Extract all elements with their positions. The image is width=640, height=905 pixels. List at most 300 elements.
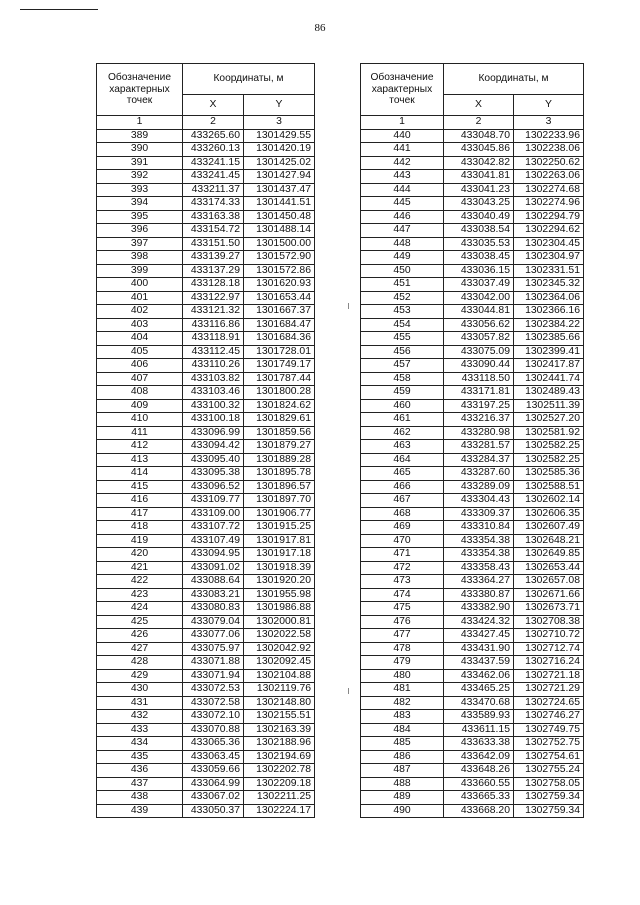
point-id-cell: 407: [97, 372, 183, 386]
y-coordinate-cell: 1301896.57: [244, 480, 315, 494]
x-coordinate-cell: 433154.72: [183, 224, 244, 238]
point-id-cell: 480: [361, 669, 444, 683]
table-row: [97, 804, 315, 818]
y-coordinate-cell: 1302385.66: [514, 332, 584, 346]
table-row: [97, 156, 315, 170]
y-coordinate-cell: 1302250.62: [514, 156, 584, 170]
table-row: [361, 507, 584, 521]
y-coordinate-cell: 1301429.55: [244, 129, 315, 143]
x-coordinate-cell: 433038.54: [444, 224, 514, 238]
x-coordinate-cell: 433096.99: [183, 426, 244, 440]
y-coordinate-cell: 1302211.25: [244, 791, 315, 805]
x-coordinate-cell: 433038.45: [444, 251, 514, 265]
table-row: [361, 656, 584, 670]
x-coordinate-cell: 433045.86: [444, 143, 514, 157]
table-row: [361, 318, 584, 332]
point-id-cell: 484: [361, 723, 444, 737]
table-body: [97, 129, 315, 818]
x-coordinate-cell: 433309.37: [444, 507, 514, 521]
x-coordinate-cell: 433071.88: [183, 656, 244, 670]
y-coordinate-cell: 1302155.51: [244, 710, 315, 724]
x-coordinate-cell: 433057.82: [444, 332, 514, 346]
table-row: [97, 764, 315, 778]
x-coordinate-cell: 433171.81: [444, 386, 514, 400]
y-coordinate-cell: 1301879.27: [244, 440, 315, 454]
x-coordinate-cell: 433265.60: [183, 129, 244, 143]
point-id-cell: 423: [97, 588, 183, 602]
table-row: [361, 521, 584, 535]
table-row: [97, 224, 315, 238]
y-coordinate-cell: 1302602.14: [514, 494, 584, 508]
y-header: Y: [244, 95, 315, 116]
point-id-cell: 456: [361, 345, 444, 359]
point-id-cell: 417: [97, 507, 183, 521]
x-coordinate-cell: 433080.83: [183, 602, 244, 616]
point-id-cell: 471: [361, 548, 444, 562]
table-row: [97, 777, 315, 791]
point-id-cell: 411: [97, 426, 183, 440]
column-number: 2: [183, 116, 244, 130]
table-row: [97, 278, 315, 292]
x-coordinate-cell: 433668.20: [444, 804, 514, 818]
table-body: [361, 129, 584, 818]
y-coordinate-cell: 1301620.93: [244, 278, 315, 292]
y-coordinate-cell: 1302585.36: [514, 467, 584, 481]
x-coordinate-cell: 433465.25: [444, 683, 514, 697]
table-row: [97, 426, 315, 440]
y-coordinate-cell: 1301787.44: [244, 372, 315, 386]
x-coordinate-cell: 433042.00: [444, 291, 514, 305]
x-coordinate-cell: 433151.50: [183, 237, 244, 251]
y-coordinate-cell: 1302746.27: [514, 710, 584, 724]
point-id-cell: 475: [361, 602, 444, 616]
x-coordinate-cell: 433642.09: [444, 750, 514, 764]
table-row: [361, 210, 584, 224]
table-row: [361, 602, 584, 616]
y-coordinate-cell: 1302274.68: [514, 183, 584, 197]
point-id-cell: 451: [361, 278, 444, 292]
table-row: [361, 129, 584, 143]
x-coordinate-cell: 433072.10: [183, 710, 244, 724]
table-row: [361, 197, 584, 211]
point-id-cell: 422: [97, 575, 183, 589]
table-row: [361, 278, 584, 292]
point-id-cell: 449: [361, 251, 444, 265]
y-coordinate-cell: 1301420.19: [244, 143, 315, 157]
table-row: [97, 197, 315, 211]
point-id-cell: 416: [97, 494, 183, 508]
y-coordinate-cell: 1302224.17: [244, 804, 315, 818]
x-coordinate-cell: 433040.49: [444, 210, 514, 224]
x-coordinate-cell: 433077.06: [183, 629, 244, 643]
y-coordinate-cell: 1302331.51: [514, 264, 584, 278]
x-coordinate-cell: 433241.45: [183, 170, 244, 184]
table-row: [361, 305, 584, 319]
x-coordinate-cell: 433633.38: [444, 737, 514, 751]
table-row: [361, 723, 584, 737]
y-coordinate-cell: 1302754.61: [514, 750, 584, 764]
y-coordinate-cell: 1302752.75: [514, 737, 584, 751]
y-coordinate-cell: 1302759.34: [514, 791, 584, 805]
column-number: 3: [514, 116, 584, 130]
y-coordinate-cell: 1302758.05: [514, 777, 584, 791]
table-row: [361, 480, 584, 494]
table-row: [97, 602, 315, 616]
table-row: [97, 750, 315, 764]
x-coordinate-cell: 433048.70: [444, 129, 514, 143]
table-row: [97, 143, 315, 157]
point-id-cell: 485: [361, 737, 444, 751]
y-coordinate-cell: 1301749.17: [244, 359, 315, 373]
y-coordinate-cell: 1302104.88: [244, 669, 315, 683]
table-row: [97, 264, 315, 278]
y-coordinate-cell: 1302209.18: [244, 777, 315, 791]
point-id-cell: 442: [361, 156, 444, 170]
y-coordinate-cell: 1301955.98: [244, 588, 315, 602]
table-row: [97, 696, 315, 710]
point-id-cell: 466: [361, 480, 444, 494]
table-row: [97, 575, 315, 589]
point-id-cell: 430: [97, 683, 183, 697]
column-number: 1: [97, 116, 183, 130]
table-row: [361, 440, 584, 454]
point-id-cell: 467: [361, 494, 444, 508]
x-coordinate-cell: 433107.49: [183, 534, 244, 548]
point-id-cell: 443: [361, 170, 444, 184]
y-coordinate-cell: 1302606.35: [514, 507, 584, 521]
y-coordinate-cell: 1302163.39: [244, 723, 315, 737]
coordinates-header: Координаты, м: [183, 64, 315, 95]
point-id-cell: 463: [361, 440, 444, 454]
table-row: [97, 237, 315, 251]
y-coordinate-cell: 1301684.47: [244, 318, 315, 332]
x-coordinate-cell: 433075.97: [183, 642, 244, 656]
point-id-cell: 397: [97, 237, 183, 251]
column-number: 3: [244, 116, 315, 130]
y-coordinate-cell: 1302417.87: [514, 359, 584, 373]
point-id-cell: 439: [97, 804, 183, 818]
y-coordinate-cell: 1302294.79: [514, 210, 584, 224]
scan-mark: [348, 303, 349, 309]
x-coordinate-cell: 433380.87: [444, 588, 514, 602]
x-coordinate-cell: 433103.46: [183, 386, 244, 400]
table-row: [97, 291, 315, 305]
y-coordinate-cell: 1301906.77: [244, 507, 315, 521]
y-coordinate-cell: 1302712.74: [514, 642, 584, 656]
table-row: [361, 467, 584, 481]
y-coordinate-cell: 1302582.25: [514, 440, 584, 454]
table-row: [361, 764, 584, 778]
x-coordinate-cell: 433241.15: [183, 156, 244, 170]
x-coordinate-cell: 433354.38: [444, 534, 514, 548]
x-header: X: [444, 95, 514, 116]
x-coordinate-cell: 433287.60: [444, 467, 514, 481]
x-coordinate-cell: 433091.02: [183, 561, 244, 575]
point-designation-header: Обозначение характерных точек: [97, 64, 183, 116]
table-row: [361, 386, 584, 400]
table-row: [361, 332, 584, 346]
x-coordinate-cell: 433174.33: [183, 197, 244, 211]
table-row: [97, 210, 315, 224]
table-row: [361, 359, 584, 373]
table-row: [361, 629, 584, 643]
y-coordinate-cell: 1302441.74: [514, 372, 584, 386]
point-id-cell: 453: [361, 305, 444, 319]
y-coordinate-cell: 1302364.06: [514, 291, 584, 305]
table-row: [361, 548, 584, 562]
x-coordinate-cell: 433116.86: [183, 318, 244, 332]
table-row: [361, 804, 584, 818]
x-coordinate-cell: 433470.68: [444, 696, 514, 710]
x-coordinate-cell: 433042.82: [444, 156, 514, 170]
x-coordinate-cell: 433280.98: [444, 426, 514, 440]
y-coordinate-cell: 1302708.38: [514, 615, 584, 629]
table-row: [97, 588, 315, 602]
point-id-cell: 412: [97, 440, 183, 454]
x-coordinate-cell: 433096.52: [183, 480, 244, 494]
coordinates-table-left: [96, 63, 315, 818]
x-coordinate-cell: 433070.88: [183, 723, 244, 737]
y-coordinate-cell: 1302304.97: [514, 251, 584, 265]
point-id-cell: 437: [97, 777, 183, 791]
y-coordinate-cell: 1302759.34: [514, 804, 584, 818]
y-coordinate-cell: 1302233.96: [514, 129, 584, 143]
y-coordinate-cell: 1302657.08: [514, 575, 584, 589]
y-coordinate-cell: 1302724.65: [514, 696, 584, 710]
point-id-cell: 461: [361, 413, 444, 427]
point-id-cell: 431: [97, 696, 183, 710]
x-coordinate-cell: 433079.04: [183, 615, 244, 629]
table-row: [361, 683, 584, 697]
point-id-cell: 478: [361, 642, 444, 656]
x-coordinate-cell: 433083.21: [183, 588, 244, 602]
y-coordinate-cell: 1301667.37: [244, 305, 315, 319]
x-coordinate-cell: 433304.43: [444, 494, 514, 508]
y-coordinate-cell: 1302304.45: [514, 237, 584, 251]
table-row: [97, 318, 315, 332]
point-id-cell: 486: [361, 750, 444, 764]
point-id-cell: 425: [97, 615, 183, 629]
y-coordinate-cell: 1301824.62: [244, 399, 315, 413]
point-id-cell: 396: [97, 224, 183, 238]
y-coordinate-cell: 1302238.06: [514, 143, 584, 157]
x-coordinate-cell: 433094.95: [183, 548, 244, 562]
header-rule: [20, 9, 98, 10]
point-id-cell: 469: [361, 521, 444, 535]
y-coordinate-cell: 1302345.32: [514, 278, 584, 292]
y-coordinate-cell: 1302588.51: [514, 480, 584, 494]
y-coordinate-cell: 1302022.58: [244, 629, 315, 643]
x-coordinate-cell: 433088.64: [183, 575, 244, 589]
point-id-cell: 435: [97, 750, 183, 764]
y-header: Y: [514, 95, 584, 116]
table-row: [97, 345, 315, 359]
y-coordinate-cell: 1302294.62: [514, 224, 584, 238]
point-id-cell: 477: [361, 629, 444, 643]
table-row: [97, 521, 315, 535]
x-coordinate-cell: 433035.53: [444, 237, 514, 251]
y-coordinate-cell: 1302188.96: [244, 737, 315, 751]
y-coordinate-cell: 1302263.06: [514, 170, 584, 184]
y-coordinate-cell: 1302274.96: [514, 197, 584, 211]
x-coordinate-cell: 433063.45: [183, 750, 244, 764]
point-id-cell: 436: [97, 764, 183, 778]
x-coordinate-cell: 433462.06: [444, 669, 514, 683]
y-coordinate-cell: 1301653.44: [244, 291, 315, 305]
y-coordinate-cell: 1302511.39: [514, 399, 584, 413]
y-coordinate-cell: 1302607.49: [514, 521, 584, 535]
y-coordinate-cell: 1302366.16: [514, 305, 584, 319]
x-coordinate-cell: 433122.97: [183, 291, 244, 305]
scan-mark: [348, 688, 349, 694]
point-id-cell: 403: [97, 318, 183, 332]
x-coordinate-cell: 433065.36: [183, 737, 244, 751]
point-id-cell: 454: [361, 318, 444, 332]
y-coordinate-cell: 1301572.86: [244, 264, 315, 278]
point-id-cell: 390: [97, 143, 183, 157]
table-row: [361, 156, 584, 170]
y-coordinate-cell: 1302148.80: [244, 696, 315, 710]
y-coordinate-cell: 1301897.70: [244, 494, 315, 508]
table-row: [361, 345, 584, 359]
table-row: [361, 143, 584, 157]
point-id-cell: 458: [361, 372, 444, 386]
point-id-cell: 399: [97, 264, 183, 278]
table-row: [361, 170, 584, 184]
table-row: [97, 561, 315, 575]
table-row: [361, 737, 584, 751]
point-id-cell: 462: [361, 426, 444, 440]
point-id-cell: 410: [97, 413, 183, 427]
x-coordinate-cell: 433382.90: [444, 602, 514, 616]
point-id-cell: 450: [361, 264, 444, 278]
x-coordinate-cell: 433128.18: [183, 278, 244, 292]
y-coordinate-cell: 1301829.61: [244, 413, 315, 427]
table-row: [361, 791, 584, 805]
x-coordinate-cell: 433197.25: [444, 399, 514, 413]
point-id-cell: 393: [97, 183, 183, 197]
column-number: 1: [361, 116, 444, 130]
x-coordinate-cell: 433137.29: [183, 264, 244, 278]
y-coordinate-cell: 1301572.90: [244, 251, 315, 265]
y-coordinate-cell: 1301920.20: [244, 575, 315, 589]
point-id-cell: 394: [97, 197, 183, 211]
point-id-cell: 406: [97, 359, 183, 373]
x-coordinate-cell: 433107.72: [183, 521, 244, 535]
point-id-cell: 473: [361, 575, 444, 589]
x-coordinate-cell: 433041.81: [444, 170, 514, 184]
y-coordinate-cell: 1302649.85: [514, 548, 584, 562]
y-coordinate-cell: 1301684.36: [244, 332, 315, 346]
point-id-cell: 444: [361, 183, 444, 197]
point-id-cell: 392: [97, 170, 183, 184]
y-coordinate-cell: 1301500.00: [244, 237, 315, 251]
x-coordinate-cell: 433100.32: [183, 399, 244, 413]
point-id-cell: 445: [361, 197, 444, 211]
point-id-cell: 488: [361, 777, 444, 791]
point-id-cell: 434: [97, 737, 183, 751]
y-coordinate-cell: 1302194.69: [244, 750, 315, 764]
point-id-cell: 446: [361, 210, 444, 224]
table-row: [361, 575, 584, 589]
y-coordinate-cell: 1301427.94: [244, 170, 315, 184]
x-coordinate-cell: 433665.33: [444, 791, 514, 805]
y-coordinate-cell: 1302721.18: [514, 669, 584, 683]
coordinates-header: Координаты, м: [444, 64, 584, 95]
table-row: [361, 777, 584, 791]
point-id-cell: 424: [97, 602, 183, 616]
x-coordinate-cell: 433260.13: [183, 143, 244, 157]
x-coordinate-cell: 433064.99: [183, 777, 244, 791]
point-id-cell: 405: [97, 345, 183, 359]
table-row: [361, 372, 584, 386]
table-row: [361, 413, 584, 427]
table-row: [97, 413, 315, 427]
table-row: [361, 696, 584, 710]
point-id-cell: 476: [361, 615, 444, 629]
point-id-cell: 402: [97, 305, 183, 319]
table-row: [361, 750, 584, 764]
x-coordinate-cell: 433163.38: [183, 210, 244, 224]
x-coordinate-cell: 433067.02: [183, 791, 244, 805]
table-row: [97, 440, 315, 454]
table-row: [97, 629, 315, 643]
point-id-cell: 452: [361, 291, 444, 305]
table-row: [361, 615, 584, 629]
x-coordinate-cell: 433427.45: [444, 629, 514, 643]
point-id-cell: 409: [97, 399, 183, 413]
x-coordinate-cell: 433216.37: [444, 413, 514, 427]
point-id-cell: 472: [361, 561, 444, 575]
y-coordinate-cell: 1302749.75: [514, 723, 584, 737]
y-coordinate-cell: 1301425.02: [244, 156, 315, 170]
point-id-cell: 413: [97, 453, 183, 467]
table-row: [97, 453, 315, 467]
x-coordinate-cell: 433109.77: [183, 494, 244, 508]
table-row: [361, 399, 584, 413]
x-coordinate-cell: 433109.00: [183, 507, 244, 521]
x-coordinate-cell: 433648.26: [444, 764, 514, 778]
table-row: [97, 305, 315, 319]
point-id-cell: 460: [361, 399, 444, 413]
y-coordinate-cell: 1302384.22: [514, 318, 584, 332]
point-id-cell: 415: [97, 480, 183, 494]
y-coordinate-cell: 1301450.48: [244, 210, 315, 224]
y-coordinate-cell: 1302673.71: [514, 602, 584, 616]
x-coordinate-cell: 433118.91: [183, 332, 244, 346]
x-coordinate-cell: 433059.66: [183, 764, 244, 778]
point-id-cell: 457: [361, 359, 444, 373]
x-coordinate-cell: 433095.40: [183, 453, 244, 467]
x-coordinate-cell: 433358.43: [444, 561, 514, 575]
table-row: [97, 507, 315, 521]
point-id-cell: 455: [361, 332, 444, 346]
table-row: [97, 467, 315, 481]
x-coordinate-cell: 433431.90: [444, 642, 514, 656]
y-coordinate-cell: 1301800.28: [244, 386, 315, 400]
y-coordinate-cell: 1301895.78: [244, 467, 315, 481]
point-id-cell: 447: [361, 224, 444, 238]
x-coordinate-cell: 433043.25: [444, 197, 514, 211]
x-coordinate-cell: 433094.42: [183, 440, 244, 454]
x-coordinate-cell: 433041.23: [444, 183, 514, 197]
x-coordinate-cell: 433071.94: [183, 669, 244, 683]
x-coordinate-cell: 433139.27: [183, 251, 244, 265]
point-id-cell: 400: [97, 278, 183, 292]
point-id-cell: 448: [361, 237, 444, 251]
point-id-cell: 490: [361, 804, 444, 818]
x-coordinate-cell: 433437.59: [444, 656, 514, 670]
